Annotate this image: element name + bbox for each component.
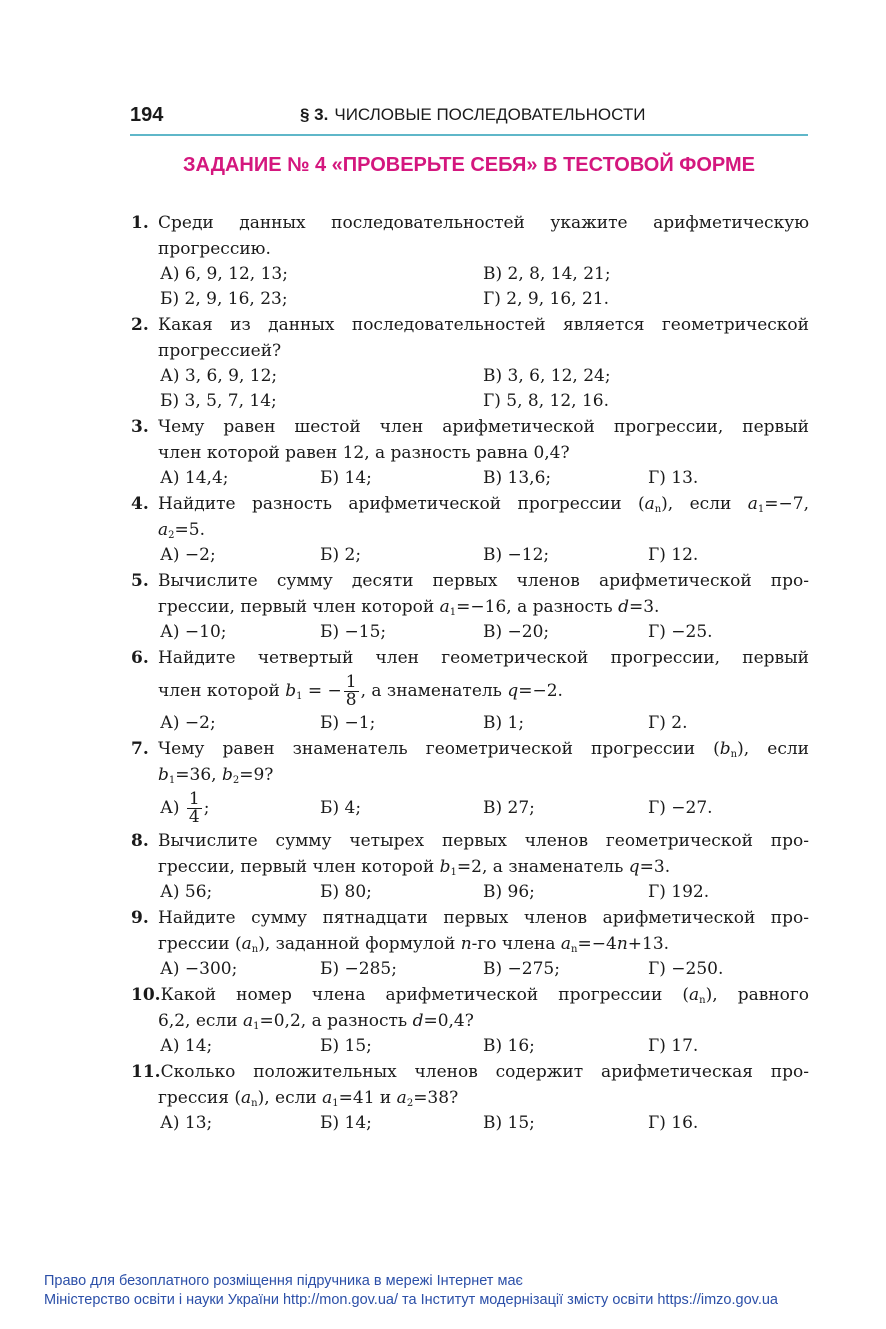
option-label: Б) — [320, 798, 345, 818]
text-run: =41 и — [338, 1088, 397, 1108]
text-run: ), если — [661, 494, 748, 514]
answer-option — [483, 957, 560, 982]
text-run: 13; — [184, 1113, 213, 1133]
subscript: 1 — [296, 691, 303, 702]
answer-row — [160, 287, 809, 312]
text-run: прогрессией? — [158, 341, 282, 361]
text-run: =−2. — [518, 681, 563, 701]
answer-options — [131, 364, 809, 414]
answer-option — [483, 364, 611, 389]
answer-option — [160, 466, 229, 491]
problem-number: 3. — [131, 417, 149, 437]
answer-options — [131, 262, 809, 312]
answer-row — [160, 364, 809, 389]
text-run: Чему равен шестой член арифметической прогрессии, первый — [158, 417, 809, 437]
text-run: Среди данных последовательностей укажите арифметическую — [158, 213, 809, 233]
option-label: В) — [483, 882, 508, 902]
option-label: Б) — [320, 545, 345, 565]
text-run: −2; — [184, 713, 216, 733]
text-run: 12. — [671, 545, 699, 565]
answer-options — [131, 466, 809, 491]
problem-text-line — [131, 982, 809, 1008]
text-run: Вычислите сумму четырех первых членов геометрической про- — [158, 831, 809, 851]
answer-option — [160, 1034, 212, 1059]
answer-row — [160, 620, 809, 645]
answer-row — [160, 788, 809, 828]
subscript: n — [730, 749, 738, 760]
text-run: грессия ( — [158, 1088, 241, 1108]
math-variable: b — [719, 739, 731, 759]
text-run: =0,4? — [423, 1011, 474, 1031]
text-run: −1; — [344, 713, 376, 733]
math-variable: b — [221, 765, 233, 785]
text-run: 2; — [344, 545, 362, 565]
answer-row — [160, 1111, 809, 1136]
answer-option — [648, 788, 713, 828]
option-label: Б) — [320, 622, 345, 642]
problem-number: 6. — [131, 648, 149, 668]
text-run: −10; — [184, 622, 227, 642]
problem-item — [131, 982, 809, 1059]
math-variable: q — [507, 681, 519, 701]
problem-text-line — [131, 517, 809, 543]
answer-option — [320, 620, 386, 645]
answer-options — [131, 711, 809, 736]
problem-text-line — [131, 312, 809, 338]
option-label: Б) — [320, 882, 345, 902]
option-label: Г) — [648, 545, 672, 565]
answer-option — [160, 543, 216, 568]
text-run: 2. — [671, 713, 688, 733]
text-run: 14; — [344, 468, 372, 488]
text-run: грессии, первый член которой — [158, 597, 440, 617]
answer-option — [160, 711, 216, 736]
text-run: −300; — [184, 959, 238, 979]
problem-text-line — [131, 828, 809, 854]
text-run: ), если — [257, 1088, 323, 1108]
math-variable: a — [322, 1088, 333, 1108]
option-label: Г) — [648, 1036, 672, 1056]
option-label: В) — [483, 1113, 508, 1133]
text-run: −275; — [507, 959, 560, 979]
answer-option — [160, 287, 288, 312]
text-run: 16. — [671, 1113, 699, 1133]
text-run: 2, 8, 14, 21; — [507, 264, 611, 284]
text-run: прогрессию. — [158, 239, 271, 259]
answer-row — [160, 957, 809, 982]
subscript: n — [699, 995, 706, 1006]
answer-option — [320, 957, 397, 982]
answer-option — [483, 262, 611, 287]
subscript: 1 — [168, 775, 176, 786]
math-variable: n — [616, 934, 628, 954]
text-run: -го члена — [471, 934, 561, 954]
text-run: =2, а знаменатель — [456, 857, 629, 877]
text-run: =5. — [174, 520, 205, 540]
option-label: В) — [483, 545, 508, 565]
text-run: 6,2, если — [158, 1011, 243, 1031]
problem-item — [131, 568, 809, 645]
math-variable: a — [240, 1088, 252, 1108]
text-run: 4; — [344, 798, 362, 818]
task-title: ЗАДАНИЕ № 4 «ПРОВЕРЬТЕ СЕБЯ» В ТЕСТОВОЙ ФОРМЕ — [182, 154, 755, 176]
problem-list — [131, 210, 809, 1136]
text-run: Какая из данных последовательностей является геометрической — [158, 315, 809, 335]
option-label: Г) — [648, 468, 672, 488]
option-label: Г) — [483, 391, 507, 411]
answer-option — [320, 1111, 372, 1136]
option-label: Б) — [320, 713, 345, 733]
option-label: А) — [160, 622, 185, 642]
problem-number: 10. — [131, 985, 161, 1005]
option-label: А) — [160, 1113, 185, 1133]
answer-option — [160, 880, 212, 905]
problem-number: 8. — [131, 831, 149, 851]
answer-option — [320, 788, 361, 828]
option-label: Б) — [320, 959, 345, 979]
answer-options — [131, 1034, 809, 1059]
text-run: ; — [203, 798, 210, 818]
math-variable: a — [439, 597, 450, 617]
answer-option — [160, 262, 288, 287]
answer-option — [320, 543, 361, 568]
text-run: 3, 6, 12, 24; — [507, 366, 611, 386]
math-variable: d — [618, 597, 629, 617]
text-run: Найдите разность арифметической прогрессии ( — [158, 494, 645, 514]
text-run: =36, — [175, 765, 222, 785]
text-run: =3. — [639, 857, 671, 877]
numerator: 1 — [188, 789, 200, 809]
answer-options — [131, 788, 809, 828]
problem-number: 7. — [131, 739, 149, 759]
option-label: Г) — [648, 622, 672, 642]
problem-item — [131, 1059, 809, 1136]
text-run: 14; — [184, 1036, 213, 1056]
fraction — [187, 791, 202, 826]
text-run: 14; — [344, 1113, 372, 1133]
subscript: 2 — [168, 530, 175, 541]
problem-text-line — [131, 854, 809, 880]
text-run: = − — [302, 681, 342, 701]
numerator: 1 — [345, 672, 357, 692]
text-run: 15; — [344, 1036, 372, 1056]
problem-item — [131, 736, 809, 828]
problem-number: 9. — [131, 908, 149, 928]
footer-line-1: Право для безоплатного розміщення підручника в мережі Інтернет має — [44, 1273, 523, 1289]
math-variable: q — [628, 857, 640, 877]
answer-options — [131, 1111, 809, 1136]
problem-item — [131, 312, 809, 414]
problem-text-line — [131, 440, 809, 466]
problem-text-line — [131, 210, 809, 236]
text-run: −27. — [671, 798, 713, 818]
subscript: 1 — [757, 504, 765, 515]
option-label: В) — [483, 264, 508, 284]
math-variable: a — [241, 934, 252, 954]
answer-row — [160, 389, 809, 414]
problem-number: 11. — [131, 1062, 161, 1082]
answer-option — [648, 620, 713, 645]
option-label: Б) — [160, 391, 185, 411]
problem-text-line — [131, 931, 809, 957]
problem-text-line — [131, 568, 809, 594]
text-run: 16; — [507, 1036, 535, 1056]
text-run: +13. — [627, 934, 670, 954]
problem-number: 4. — [131, 494, 149, 514]
text-run: Сколько положительных членов содержит арифметическая про- — [160, 1062, 809, 1082]
text-run: грессии, первый член которой — [158, 857, 440, 877]
text-run: −15; — [344, 622, 387, 642]
answer-option — [483, 788, 535, 828]
answer-option — [320, 466, 372, 491]
text-run: −250. — [671, 959, 724, 979]
problem-text-line — [131, 338, 809, 364]
answer-option — [648, 1034, 698, 1059]
answer-option — [483, 389, 609, 414]
option-label: В) — [483, 713, 508, 733]
subscript: n — [571, 944, 578, 955]
answer-option — [648, 543, 698, 568]
text-run: Найдите четвертый член геометрической прогрессии, первый — [158, 648, 809, 668]
problem-item — [131, 905, 809, 982]
problem-number: 5. — [131, 571, 149, 591]
answer-option — [160, 957, 237, 982]
option-label: Г) — [648, 713, 672, 733]
page-header — [130, 104, 808, 136]
math-variable: a — [158, 520, 169, 540]
option-label: А) — [160, 545, 185, 565]
answer-option — [483, 1111, 535, 1136]
answer-option — [160, 1111, 212, 1136]
option-label: А) — [160, 468, 185, 488]
text-run: Найдите сумму пятнадцати первых членов арифметической про- — [158, 908, 809, 928]
option-label: А) — [160, 959, 185, 979]
text-run: −2; — [184, 545, 216, 565]
text-run: 13. — [671, 468, 699, 488]
problem-item — [131, 414, 809, 491]
problem-number: 2. — [131, 315, 149, 335]
problem-text-line — [131, 645, 809, 671]
text-run: член которой — [158, 681, 286, 701]
text-run: Какой номер члена арифметической прогрессии ( — [160, 985, 689, 1005]
option-label: В) — [483, 366, 508, 386]
answer-option — [648, 466, 698, 491]
math-variable: a — [644, 494, 655, 514]
text-run: =38? — [413, 1088, 459, 1108]
text-run: 3, 6, 9, 12; — [184, 366, 278, 386]
subscript: 1 — [332, 1098, 339, 1109]
option-label: Г) — [483, 289, 507, 309]
option-label: Б) — [320, 1113, 345, 1133]
subscript: 1 — [253, 1021, 260, 1032]
math-variable: a — [396, 1088, 407, 1108]
option-label: Г) — [648, 959, 672, 979]
problem-text-line — [131, 736, 809, 762]
text-run: ), если — [737, 739, 809, 759]
option-label: Г) — [648, 882, 672, 902]
problem-text-line — [131, 594, 809, 620]
answer-option — [160, 364, 277, 389]
answer-option — [483, 620, 549, 645]
problem-text-line — [131, 671, 809, 711]
answer-option — [483, 711, 524, 736]
text-run: Чему равен знаменатель геометрической прогрессии ( — [158, 739, 720, 759]
problem-item — [131, 828, 809, 905]
answer-options — [131, 957, 809, 982]
text-run: =3. — [628, 597, 660, 617]
text-run: 2, 9, 16, 21. — [506, 289, 610, 309]
text-run: −25. — [671, 622, 713, 642]
answer-option — [160, 620, 227, 645]
text-run: =0,2, а разность — [259, 1011, 413, 1031]
math-variable: b — [439, 857, 451, 877]
answer-row — [160, 543, 809, 568]
problem-text-line — [131, 762, 809, 788]
math-variable: a — [242, 1011, 254, 1031]
problem-number: 1. — [131, 213, 149, 233]
subscript: 2 — [232, 775, 240, 786]
denominator: 8 — [345, 690, 357, 710]
footer-notice — [44, 1272, 778, 1310]
subscript: n — [251, 1098, 258, 1109]
answer-row — [160, 880, 809, 905]
math-variable: a — [689, 985, 700, 1005]
answer-option — [648, 711, 688, 736]
text-run: 192. — [671, 882, 710, 902]
text-run: 15; — [507, 1113, 535, 1133]
option-label: Б) — [320, 1036, 345, 1056]
answer-option — [320, 711, 375, 736]
subscript: n — [654, 504, 662, 515]
problem-text-line — [131, 414, 809, 440]
subscript: 2 — [406, 1098, 414, 1109]
section-heading — [300, 105, 645, 125]
answer-option — [160, 389, 277, 414]
page-number: 194 — [130, 104, 164, 126]
problem-item — [131, 210, 809, 312]
answer-option — [320, 1034, 372, 1059]
text-run: −20; — [507, 622, 550, 642]
text-run: =−16, а разность — [456, 597, 619, 617]
option-label: Б) — [160, 289, 185, 309]
option-label: В) — [483, 622, 508, 642]
subscript: 1 — [449, 607, 457, 618]
problem-text-line — [131, 905, 809, 931]
answer-row — [160, 1034, 809, 1059]
option-label: Г) — [648, 798, 672, 818]
problem-text-line — [131, 491, 809, 517]
option-label: А) — [160, 882, 185, 902]
answer-options — [131, 620, 809, 645]
answer-option — [648, 1111, 698, 1136]
math-variable: d — [412, 1011, 424, 1031]
option-label: Г) — [648, 1113, 672, 1133]
option-label: В) — [483, 468, 508, 488]
answer-option — [483, 1034, 535, 1059]
text-run: 17. — [671, 1036, 699, 1056]
answer-row — [160, 466, 809, 491]
problem-text-line — [131, 1008, 809, 1034]
section-title: ЧИСЛОВЫЕ ПОСЛЕДОВАТЕЛЬНОСТИ — [334, 105, 646, 124]
option-label: А) — [160, 798, 185, 818]
option-label: В) — [483, 959, 508, 979]
answer-option — [648, 880, 709, 905]
math-variable: b — [158, 765, 169, 785]
subscript: 1 — [450, 867, 457, 878]
text-run: член которой равен 12, а разность равна 0,4? — [158, 443, 570, 463]
text-run: ), заданной формулой — [258, 934, 461, 954]
answer-options — [131, 543, 809, 568]
option-label: Б) — [320, 468, 345, 488]
text-run: 80; — [344, 882, 372, 902]
answer-option — [483, 287, 609, 312]
text-run: 2, 9, 16, 23; — [184, 289, 288, 309]
fraction — [344, 674, 359, 709]
text-run: 27; — [507, 798, 535, 818]
problem-text-line — [131, 1085, 809, 1111]
text-run: 1; — [507, 713, 525, 733]
text-run: =−7, — [764, 494, 809, 514]
problem-text-line — [131, 236, 809, 262]
section-mark: § 3. — [300, 105, 329, 124]
text-run: 96; — [507, 882, 535, 902]
answer-option — [483, 880, 535, 905]
answer-option — [483, 466, 551, 491]
text-run: 13,6; — [507, 468, 552, 488]
text-run: , а знаменатель — [360, 681, 508, 701]
text-run: −285; — [344, 959, 397, 979]
option-label: В) — [483, 1036, 508, 1056]
answer-option — [648, 957, 723, 982]
footer-line-2: Міністерство освіти і науки України http://mon.gov.ua/ та Інститут модернізації змісту освіти https://imzo.gov.ua — [44, 1292, 778, 1308]
problem-text-line — [131, 1059, 809, 1085]
math-variable: n — [460, 934, 472, 954]
answer-row — [160, 711, 809, 736]
text-run: ), равного — [705, 985, 809, 1005]
problem-item — [131, 645, 809, 736]
answer-row — [160, 262, 809, 287]
text-run: −12; — [507, 545, 550, 565]
subscript: n — [251, 944, 259, 955]
option-label: А) — [160, 366, 185, 386]
option-label: А) — [160, 264, 185, 284]
answer-option — [483, 543, 549, 568]
math-variable: a — [560, 934, 572, 954]
answer-option — [320, 880, 372, 905]
answer-option — [160, 788, 209, 828]
text-run: 3, 5, 7, 14; — [184, 391, 277, 411]
text-run: 6, 9, 12, 13; — [184, 264, 288, 284]
math-variable: a — [747, 494, 758, 514]
denominator: 4 — [188, 807, 200, 827]
math-variable: b — [285, 681, 297, 701]
text-run: Вычислите сумму десяти первых членов арифметической про- — [158, 571, 809, 591]
text-run: 14,4; — [184, 468, 229, 488]
answer-options — [131, 880, 809, 905]
text-run: =9? — [239, 765, 274, 785]
option-label: В) — [483, 798, 508, 818]
problem-item — [131, 491, 809, 568]
text-run: грессии ( — [158, 934, 242, 954]
option-label: А) — [160, 1036, 185, 1056]
text-run: 5, 8, 12, 16. — [506, 391, 610, 411]
option-label: А) — [160, 713, 185, 733]
text-run: =−4 — [577, 934, 617, 954]
text-run: 56; — [184, 882, 213, 902]
